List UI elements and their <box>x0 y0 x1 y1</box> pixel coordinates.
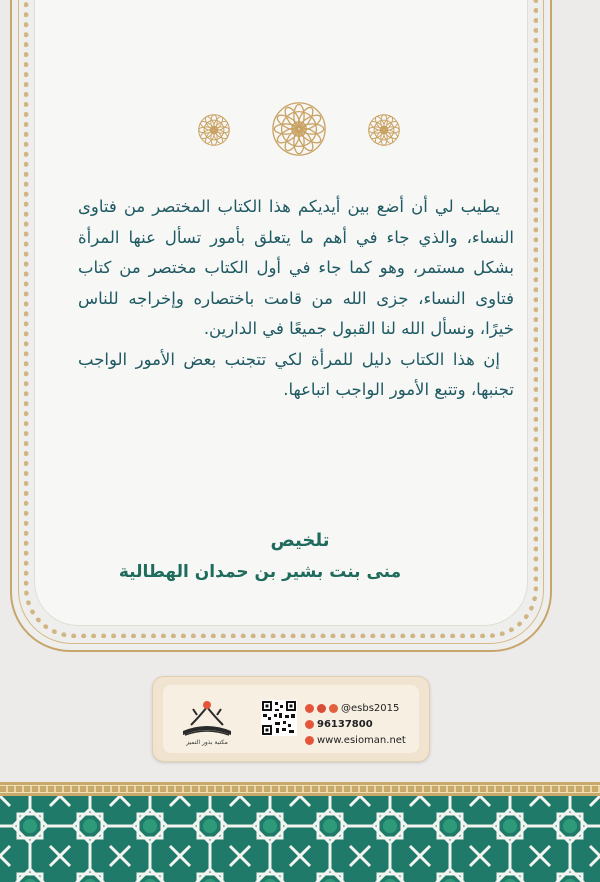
phone-row <box>305 716 406 732</box>
globe-icon <box>305 736 314 745</box>
twitter-icon <box>329 704 338 713</box>
rosette-small-right-icon <box>366 112 402 148</box>
islamic-pattern-icon <box>0 796 600 882</box>
paragraph-purpose: إن هذا الكتاب دليل للمرأة لكي تتجنب بعض الأمور الواجب تجنبها، وتتبع الأمور الواجب اتباعها. <box>78 349 514 399</box>
website-link[interactable]: www.esioman.net <box>317 734 406 746</box>
paragraph-intro: يطيب لي أن أضع بين أيديكم هذا الكتاب المختصر من فتاوى النساء، والذي جاء في أهم ما يتعلق بأمور تسأل عنها المرأة بشكل مستمر، وهو كما جاء في أول الكتاب مختصر من كتاب فتاوى النساء، جزى الله من قامت باختصاره وإخراجه للناس خيرًا، ونسأل الله لنا القبول جميعًا في الدارين. <box>78 197 514 338</box>
back-cover-text <box>78 192 514 406</box>
geometric-pattern-band <box>0 796 600 882</box>
website-row <box>305 732 406 748</box>
signature-label: تلخيص <box>270 530 330 551</box>
rosette-ornaments <box>0 100 600 160</box>
phone-number: 96137800 <box>317 718 373 730</box>
facebook-icon <box>317 704 326 713</box>
whatsapp-icon <box>305 720 314 729</box>
gold-band-pattern <box>0 785 600 793</box>
gold-band <box>0 782 600 796</box>
rosette-large-center-icon <box>270 100 328 158</box>
contact-info <box>305 700 406 748</box>
social-row <box>305 700 406 716</box>
author-name: منى بنت بشير بن حمدان الهطالية <box>118 562 402 582</box>
social-handle: @esbs2015 <box>341 702 400 714</box>
instagram-icon <box>305 704 314 713</box>
publisher-card <box>152 676 430 762</box>
publisher-card-inner <box>163 685 419 753</box>
rosette-small-left-icon <box>196 112 232 148</box>
publisher-logo-text: مكتبة بذور التميز <box>186 739 228 746</box>
qr-code-icon <box>261 700 297 736</box>
